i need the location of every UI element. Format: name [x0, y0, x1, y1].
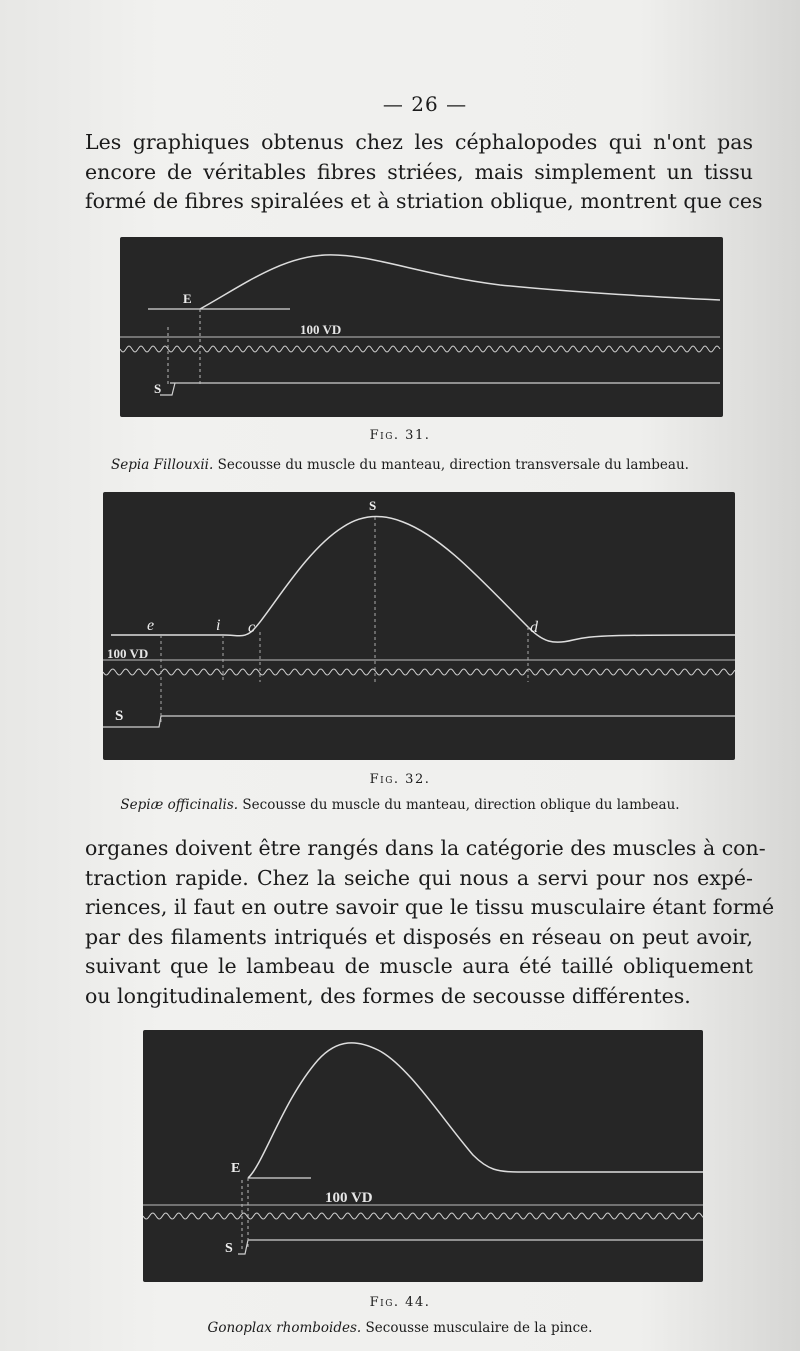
- fig31-signal-step: [160, 383, 175, 395]
- text-line: suivant que le lambeau de muscle aura été taillé obliquement: [85, 954, 753, 978]
- figure-32-graph: [103, 492, 735, 760]
- figure-31-graph: [120, 237, 723, 417]
- text-line: organes doivent être rangés dans la catégorie des muscles à con-: [85, 836, 766, 860]
- figure-31-description: Secousse du muscle du manteau, direction transversale du lambeau.: [217, 457, 689, 473]
- fig44-contraction-curve: [248, 1043, 703, 1178]
- figure-32-caption: [0, 797, 800, 813]
- figure-44-species: Gonoplax rhomboides.: [207, 1320, 362, 1336]
- text-line: ou longitudinalement, des formes de secousse différentes.: [85, 983, 691, 1008]
- fig44-label-s: S: [225, 1241, 233, 1256]
- fig31-tuning-fork-wave: [120, 346, 720, 352]
- text-line: encore de véritables fibres striées, mais simplement un tissu: [85, 159, 753, 184]
- text-line: par des filaments intriqués et disposés en réseau on peut avoir,: [85, 924, 753, 949]
- fig32-label-s-top: S: [369, 498, 377, 513]
- figure-32-species: Sepiæ officinalis.: [120, 797, 239, 813]
- fig44-label-e: E: [231, 1161, 241, 1176]
- paragraph-top: [85, 128, 763, 217]
- fig32-label-time: 100 VD: [107, 646, 149, 661]
- fig32-label-e: e: [147, 617, 155, 634]
- text-line: formé de fibres spiralées et à striation oblique, montrent que ces: [85, 189, 763, 213]
- fig31-label-e: E: [183, 291, 192, 306]
- fig32-label-i: i: [216, 617, 221, 634]
- figure-44-caption: [0, 1320, 800, 1336]
- figure-32-description: Secousse du muscle du manteau, direction oblique du lambeau.: [242, 797, 680, 813]
- figure-31-number: Fig. 31.: [369, 428, 431, 443]
- fig44-label-time: 100 VD: [325, 1190, 373, 1206]
- fig31-label-s: S: [154, 381, 162, 396]
- fig32-contraction-curve: [111, 517, 735, 643]
- figure-32-number: Fig. 32.: [369, 772, 431, 787]
- paragraph-bottom: [85, 834, 775, 1011]
- figure-44-description: Secousse musculaire de la pince.: [365, 1320, 593, 1336]
- figure-44-graph: [143, 1030, 703, 1282]
- fig32-label-s: S: [115, 708, 124, 724]
- figure-44-number: Fig. 44.: [369, 1295, 431, 1310]
- fig31-label-time: 100 VD: [300, 322, 342, 337]
- fig31-contraction-curve: [200, 255, 720, 309]
- fig32-label-d: d: [530, 619, 538, 636]
- fig32-tuning-fork-wave: [103, 669, 735, 675]
- page-number: — 26 —: [382, 92, 468, 116]
- text-line: riences, il faut en outre savoir que le tissu musculaire étant formé: [85, 895, 775, 919]
- fig44-signal-step: [238, 1240, 248, 1254]
- text-line: traction rapide. Chez la seiche qui nous a servi pour nos expé-: [85, 865, 753, 890]
- figure-31-species: Sepia Fillouxii.: [111, 457, 214, 473]
- fig44-tuning-fork-wave: [143, 1213, 703, 1219]
- figure-31-caption: [0, 457, 800, 473]
- text-line: Les graphiques obtenus chez les céphalopodes qui n'ont pas: [85, 130, 753, 154]
- fig32-signal-step: [103, 716, 161, 727]
- fig32-label-c: c: [248, 619, 256, 636]
